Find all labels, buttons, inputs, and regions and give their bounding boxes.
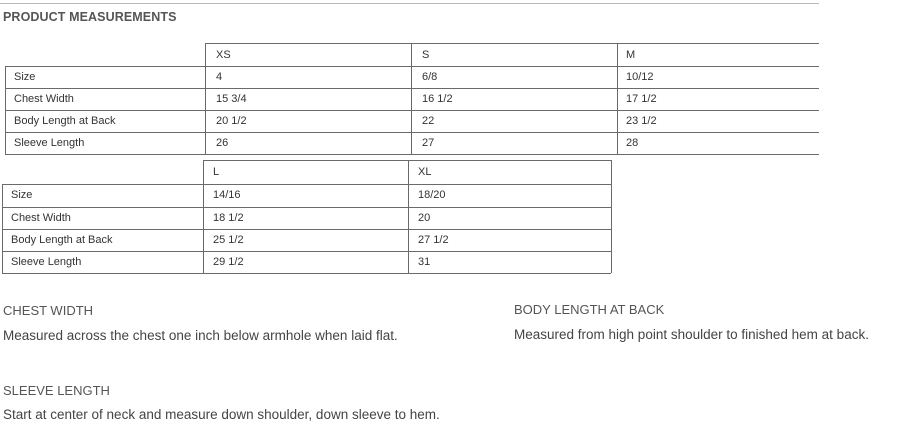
table-left-border	[5, 66, 6, 154]
measurement-value: 27 1/2	[418, 234, 449, 246]
size-column-header: S	[422, 49, 430, 61]
table-column-border	[411, 43, 412, 154]
body-length-description: Measured from high point shoulder to finished hem at back.	[514, 327, 869, 342]
row-label: Body Length at Back	[11, 234, 113, 246]
page-title: PRODUCT MEASUREMENTS	[3, 10, 177, 24]
table-column-border	[408, 160, 409, 273]
measurement-value: 6/8	[422, 71, 438, 83]
top-divider	[0, 3, 819, 4]
measurement-value: 18/20	[418, 189, 446, 201]
measurement-value: 28	[626, 137, 639, 149]
table-column-border	[203, 160, 204, 273]
table-header-top-border	[205, 43, 819, 44]
table-row-border	[2, 251, 611, 252]
row-label: Body Length at Back	[14, 115, 116, 127]
measurement-value: 31	[418, 256, 431, 268]
size-column-header: L	[213, 166, 220, 178]
measurement-value: 15 3/4	[216, 93, 247, 105]
row-label: Sleeve Length	[11, 256, 82, 268]
size-column-header: M	[626, 49, 636, 61]
measurement-value: 4	[216, 71, 223, 83]
table-row-border	[2, 229, 611, 230]
measurement-value: 23 1/2	[626, 115, 657, 127]
measurement-value: 22	[422, 115, 435, 127]
measurement-value: 10/12	[626, 71, 654, 83]
measurement-value: 16 1/2	[422, 93, 453, 105]
table-row-border	[5, 88, 819, 89]
measurement-value: 17 1/2	[626, 93, 657, 105]
row-label: Size	[11, 189, 33, 201]
row-label: Chest Width	[11, 212, 71, 224]
sleeve-length-heading: SLEEVE LENGTH	[3, 383, 110, 398]
size-column-header: XS	[216, 49, 231, 61]
row-label: Chest Width	[14, 93, 74, 105]
table-row-border	[2, 207, 611, 208]
measurement-value: 26	[216, 137, 229, 149]
table-row-border	[5, 154, 819, 155]
table-left-border	[2, 184, 3, 273]
table-column-border	[617, 43, 618, 154]
table-row-border	[5, 132, 819, 133]
measurement-value: 25 1/2	[213, 234, 244, 246]
measurement-value: 29 1/2	[213, 256, 244, 268]
measurement-value: 20 1/2	[216, 115, 247, 127]
sleeve-length-description: Start at center of neck and measure down shoulder, down sleeve to hem.	[3, 407, 440, 422]
chest-width-description: Measured across the chest one inch below armhole when laid flat.	[3, 328, 398, 343]
measurement-value: 18 1/2	[213, 212, 244, 224]
table-column-border	[205, 43, 206, 154]
table-row-border	[2, 273, 611, 274]
size-column-header: XL	[418, 166, 432, 178]
body-length-heading: BODY LENGTH AT BACK	[514, 302, 665, 317]
row-label: Sleeve Length	[14, 137, 85, 149]
table-row-border	[5, 66, 819, 67]
measurement-value: 27	[422, 137, 435, 149]
table-row-border	[2, 184, 611, 185]
chest-width-heading: CHEST WIDTH	[3, 303, 94, 318]
table-right-border	[611, 160, 612, 273]
table-row-border	[5, 110, 819, 111]
measurement-value: 14/16	[213, 189, 241, 201]
table-header-top-border	[203, 160, 611, 161]
measurement-value: 20	[418, 212, 431, 224]
row-label: Size	[14, 71, 36, 83]
